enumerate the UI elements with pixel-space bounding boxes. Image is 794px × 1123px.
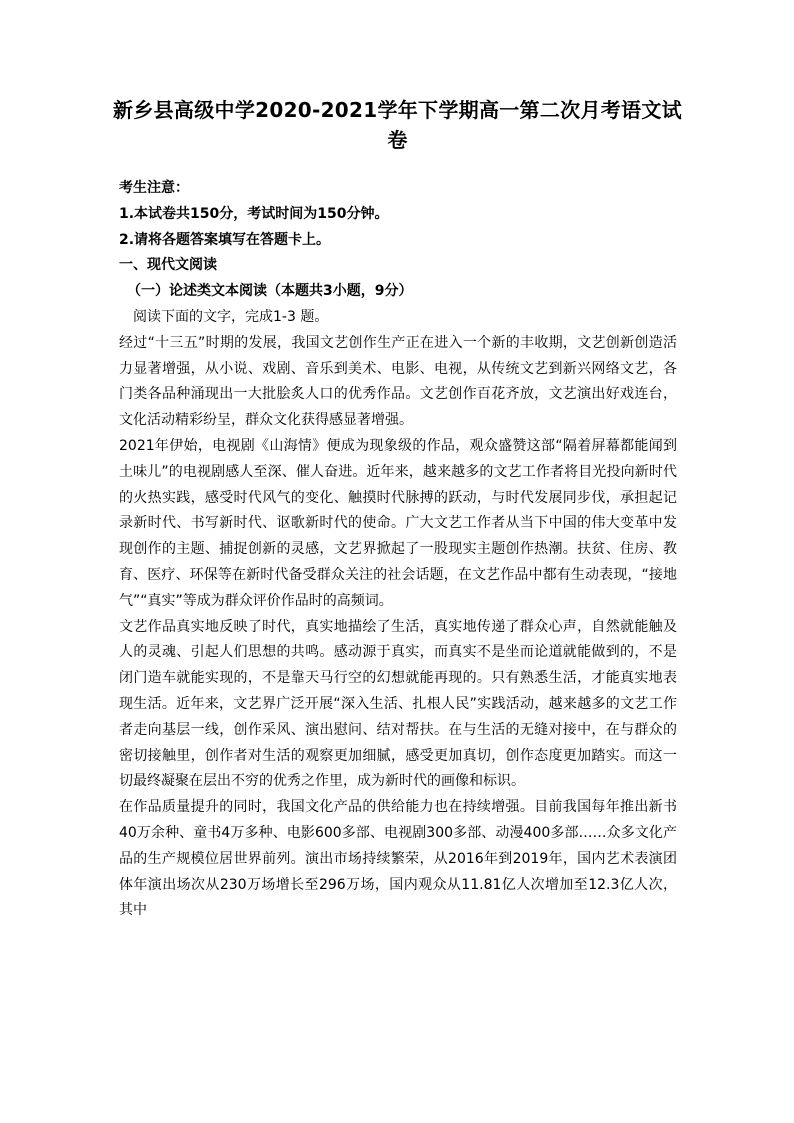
reading-instruction: 阅读下面的文字，完成1-3 题。 [133,308,329,325]
passage-paragraph-4: 在作品质量提升的同时，我国文化产品的供给能力也在持续增强。目前我国每年推出新书40万余种、童书4万多种、电影600多部、电视剧300多部、动漫400多部……众多文化产品的生产规模位居世界前列。演出市场持续繁荣，从2016年到2019年，国内艺术表演团体年演出场次从230万场增长至296万场，国内观众从11.81亿人次增加至12.3亿人次，其中 [119,799,677,919]
passage-paragraph-2: 2021年伊始，电视剧《山海情》便成为现象级的作品，观众盛赞这部“隔着屏幕都能闻到土味儿”的电视剧感人至深、催人奋进。近年来，越来越多的文艺工作者将目光投向新时代的火热实践，感受时代风气的变化、触摸时代脉搏的跃动，与时代发展同步伐，承担起记录新时代、书写新时代、讴歌新时代的使命。广大文艺工作者从当下中国的伟大变革中发现创作的主题、捕捉创新的灵感，文艺界掀起了一股现实主题创作热潮。扶贫、住房、教育、医疗、环保等在新时代备受群众关注的社会话题，在文艺作品中都有生动表现，“接地气”“真实”等成为群众评价作品时的高频词。 [119,437,677,609]
document-title: 新乡县高级中学2020-2021学年下学期高一第二次月考语文试卷 [113,98,682,152]
notice-item-1: 1.本试卷共150分，考试时间为150分钟。 [119,205,389,222]
passage-paragraph-1: 经过“十三五”时期的发展，我国文艺创作生产正在进入一个新的丰收期，文艺创新创造活力显著增强，从小说、戏剧、音乐到美术、电影、电视，从传统文艺到新兴网络文艺，各门类各品种涌现出一大批脍炙人口的优秀作品。文艺创作百花齐放，文艺演出好戏连台，文化活动精彩纷呈，群众文化获得感显著增强。 [119,334,677,429]
section-heading: 一、现代文阅读 [119,257,217,274]
notice-item-2: 2.请将各题答案填写在答题卡上。 [119,231,331,248]
notice-heading: 考生注意： [119,180,189,196]
passage-paragraph-3: 文艺作品真实地反映了时代，真实地描绘了生活，真实地传递了群众心声，自然就能触及人的灵魂、引起人们思想的共鸣。感动源于真实，而真实不是坐而论道就能做到的，不是闭门造车就能实现的，不是靠天马行空的幻想就能再现的。只有熟悉生活，才能真实地表现生活。近年来，文艺界广泛开展“深入生活、扎根人民”实践活动，越来越多的文艺工作者走向基层一线，创作采风、演出慰问、结对帮扶。在与生活的无缝对接中，在与群众的密切接触里，创作者对生活的观察更加细腻，感受更加真切，创作态度更加踏实。而这一切最终凝聚在层出不穷的优秀之作里，成为新时代的画像和标识。 [119,618,677,790]
document-body [119,176,677,924]
subsection-heading: （一）论述类文本阅读（本题共3小题，9分） [127,283,413,300]
